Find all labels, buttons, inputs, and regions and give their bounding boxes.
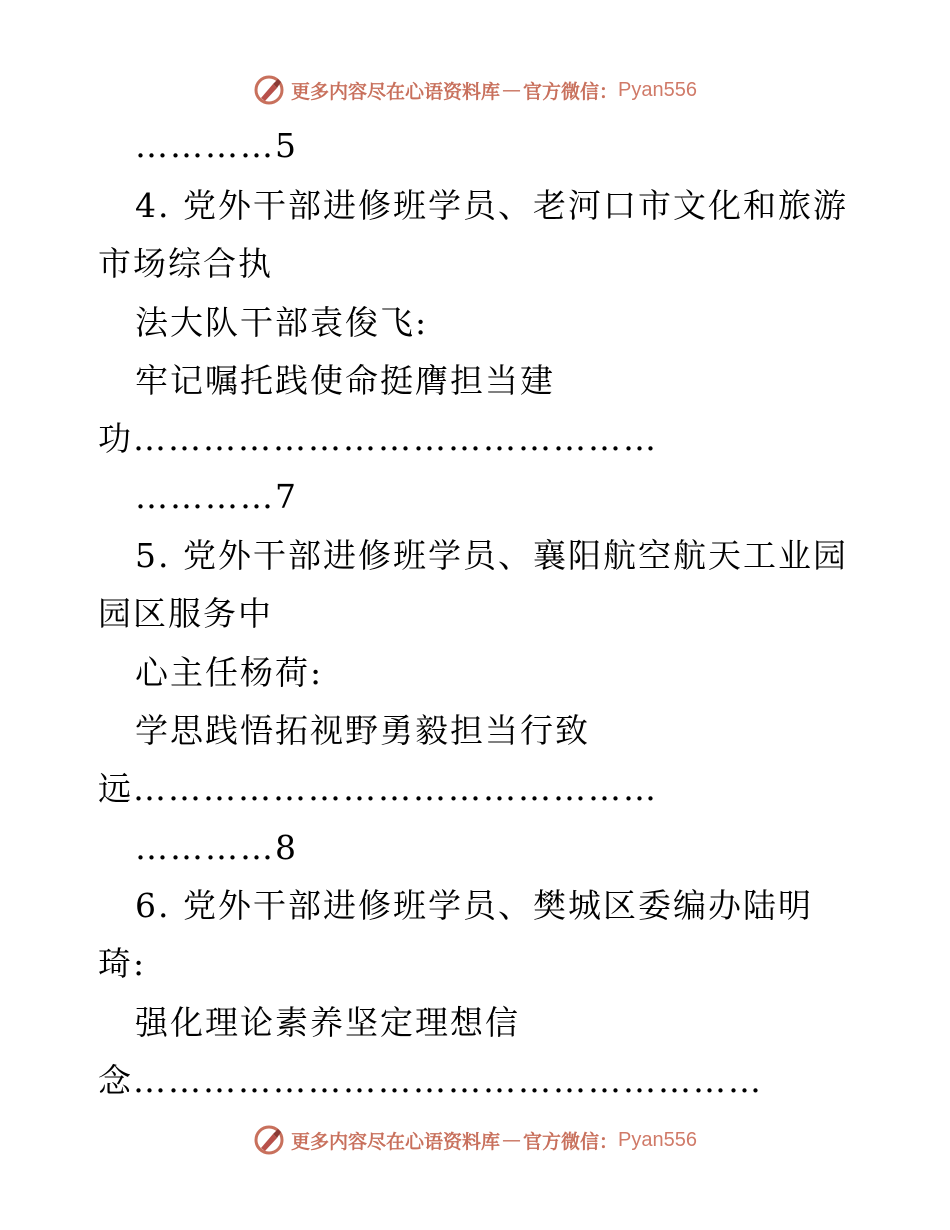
watermark-wechat-id: Pyan556 xyxy=(618,1128,697,1151)
toc-entry-subtitle: 强化理论素养坚定理想信 xyxy=(135,1003,520,1042)
toc-entry-subtitle: 学思践悟拓视野勇毅担当行致 xyxy=(135,711,590,750)
toc-entry-title-cont: 园区服务中 xyxy=(98,594,273,633)
toc-page-ref: …………5 xyxy=(135,126,298,165)
toc-page-ref: …………8 xyxy=(135,828,298,867)
toc-entry-title-cont: 琦: xyxy=(98,944,147,983)
watermark-wechat-label: 官方微信： xyxy=(523,1130,619,1153)
watermark-wechat-label: 官方微信： xyxy=(523,80,619,103)
toc-entry-leader: 远……………………………………… xyxy=(98,769,658,808)
toc-entry-title: 6. 党外干部进修班学员、樊城区委编办陆明 xyxy=(135,886,813,925)
toc-entry-title-cont: 市场综合执 xyxy=(98,244,273,283)
watermark-wechat-id: Pyan556 xyxy=(618,78,697,101)
toc-entry-leader: 念……………………………………………… xyxy=(98,1061,763,1100)
watermark-banner-bottom xyxy=(0,1120,950,1160)
toc-entry-title: 4. 党外干部进修班学员、老河口市文化和旅游 xyxy=(135,186,848,225)
toc-entry-subtitle: 牢记嘱托践使命挺膺担当建 xyxy=(135,361,555,400)
toc-page-ref: …………7 xyxy=(135,477,298,516)
toc-entry-leader: 功……………………………………… xyxy=(98,419,658,458)
watermark-brand: 更多内容尽在心语资料库 xyxy=(291,1130,501,1153)
toc-entry-title-cont: 心主任杨荷: xyxy=(135,653,324,692)
watermark-dash: — xyxy=(502,1129,522,1151)
toc-entry-title: 5. 党外干部进修班学员、襄阳航空航天工业园 xyxy=(135,536,848,575)
watermark-dash: — xyxy=(502,79,522,101)
watermark-banner-top xyxy=(0,70,950,110)
pen-logo-icon xyxy=(253,74,285,106)
watermark-brand: 更多内容尽在心语资料库 xyxy=(291,80,501,103)
pen-logo-icon xyxy=(253,1124,285,1156)
toc-entry-title-cont: 法大队干部袁俊飞: xyxy=(135,303,429,342)
